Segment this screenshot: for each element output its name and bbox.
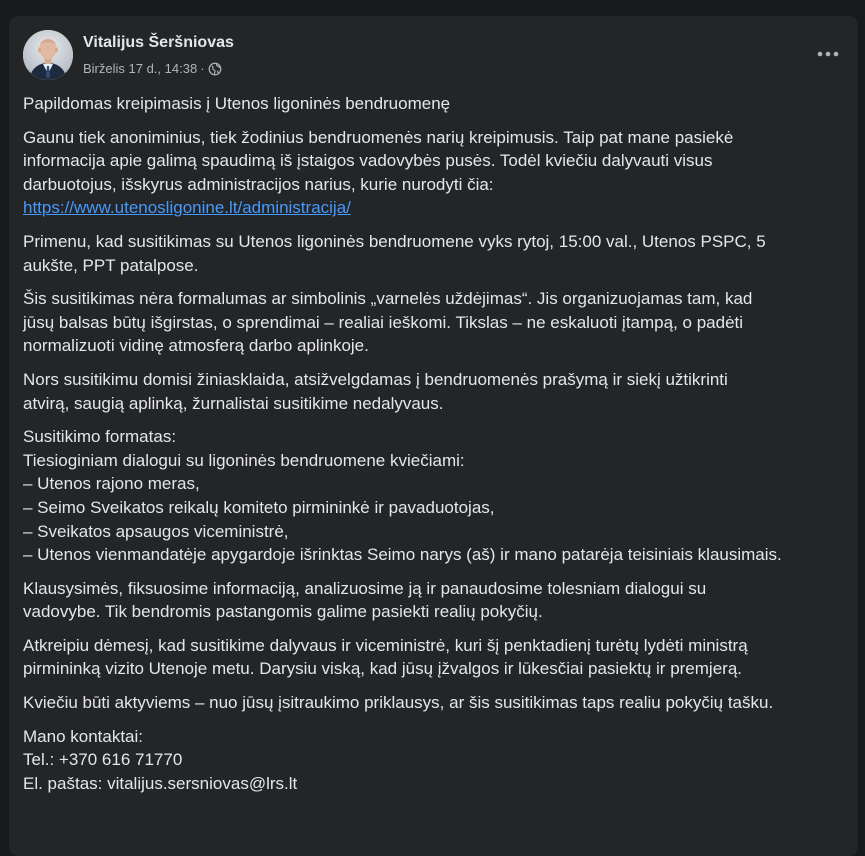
list-item: – Sveikatos apsaugos viceministrė, <box>23 521 289 541</box>
post-header <box>23 30 844 82</box>
meta-separator: · <box>200 61 205 76</box>
text-line: Papildomas kreipimasis į Utenos ligoninės bendruomenę <box>23 94 451 113</box>
post-paragraph-call-to-action <box>23 691 853 715</box>
list-item: – Utenos rajono meras, <box>23 474 200 494</box>
text-line: Susitikimo formatas: <box>23 427 177 447</box>
post-paragraph-meeting-time <box>23 230 853 277</box>
text-line: Nors susitikimu domisi žiniasklaida, atsižvelgdamas į bendruomenės prašymą ir siekį užtikrinti <box>23 369 728 389</box>
post-paragraph-media <box>23 368 853 415</box>
author-name[interactable]: Vitalijus Šeršniovas <box>83 34 234 51</box>
text-line: atvirą, saugią aplinką, žurnalistai susitikime nedalyvaus. <box>23 393 444 413</box>
text-line: Klausysimės, fiksuosime informaciją, analizuosime ją ir panaudosime tolesniam dialogui su <box>23 578 707 598</box>
text-line: Tiesioginiam dialogui su ligoninės bendruomene kviečiami: <box>23 450 465 470</box>
contact-phone: Tel.: +370 616 71770 <box>23 750 183 770</box>
post-meta <box>83 61 222 76</box>
post-paragraph-title <box>23 92 853 116</box>
text-line: vadovybe. Tik bendromis pastangomis galime pasiekti realių pokyčių. <box>23 602 543 622</box>
text-line: Šis susitikimas nėra formalumas ar simbolinis „varnelės uždėjimas“. Jis organizuojamas tam, kad <box>23 289 753 309</box>
post-paragraph-request <box>23 126 853 220</box>
text-line: Kviečiu būti aktyviems – nuo jūsų įsitraukimo priklausys, ar šis susitikimas taps realiu pokyčių tašku. <box>23 693 774 713</box>
post-date[interactable]: Birželis 17 d., 14:38 <box>83 61 198 76</box>
avatar-photo-icon <box>23 30 73 80</box>
more-dots-icon <box>817 51 839 57</box>
globe-icon[interactable] <box>208 62 222 76</box>
administration-link[interactable]: https://www.utenosligonine.lt/administracija/ <box>23 198 351 218</box>
list-item: – Utenos vienmandatėje apygardoje išrinktas Seimo narys (aš) ir mano patarėja teisiniais klausimais. <box>23 545 782 565</box>
text-line: jūsų balsas būtų išgirstas, o sprendimai – realiai ieškomi. Tikslas – ne eskaluoti įtampą, o padėti <box>23 312 744 332</box>
post-text <box>23 92 853 805</box>
list-item: – Seimo Sveikatos reikalų komiteto pirmininkė ir pavaduotojas, <box>23 497 495 517</box>
post-card <box>9 16 858 856</box>
contact-email: El. paštas: vitalijus.sersniovas@lrs.lt <box>23 773 298 793</box>
post-paragraph-purpose <box>23 287 853 358</box>
author-avatar[interactable] <box>23 30 73 80</box>
text-line: Gaunu tiek anoniminius, tiek žodinius bendruomenės narių kreipimusis. Taip pat mane pasiekė <box>23 127 734 147</box>
post-paragraph-listening <box>23 577 853 624</box>
post-paragraph-viceminister <box>23 634 853 681</box>
text-line: Primenu, kad susitikimas su Utenos ligoninės bendruomene vyks rytoj, 15:00 val., Utenos PSPC, 5 <box>23 231 766 251</box>
more-options-button[interactable] <box>810 36 846 72</box>
text-line: informacija apie galimą spaudimą iš įstaigos vadovybės pusės. Todėl kviečiu dalyvauti visus <box>23 151 713 171</box>
post-paragraph-format <box>23 425 853 567</box>
text-line: Atkreipiu dėmesį, kad susitikime dalyvaus ir viceministrė, kuri šį penktadienį turėtų lydėti ministrą <box>23 635 748 655</box>
text-line: darbuotojus, išskyrus administracijos narius, kurie nurodyti čia: <box>23 174 494 194</box>
post-paragraph-contacts <box>23 725 853 796</box>
text-line: pirmininką vizito Utenoje metu. Darysiu viską, kad jūsų įžvalgos ir lūkesčiai pasiektų ir premjerą. <box>23 659 742 679</box>
text-line: aukšte, PPT patalpose. <box>23 255 199 275</box>
text-line: Mano kontaktai: <box>23 726 144 746</box>
text-line: normalizuoti vidinę atmosferą darbo aplinkoje. <box>23 336 369 356</box>
